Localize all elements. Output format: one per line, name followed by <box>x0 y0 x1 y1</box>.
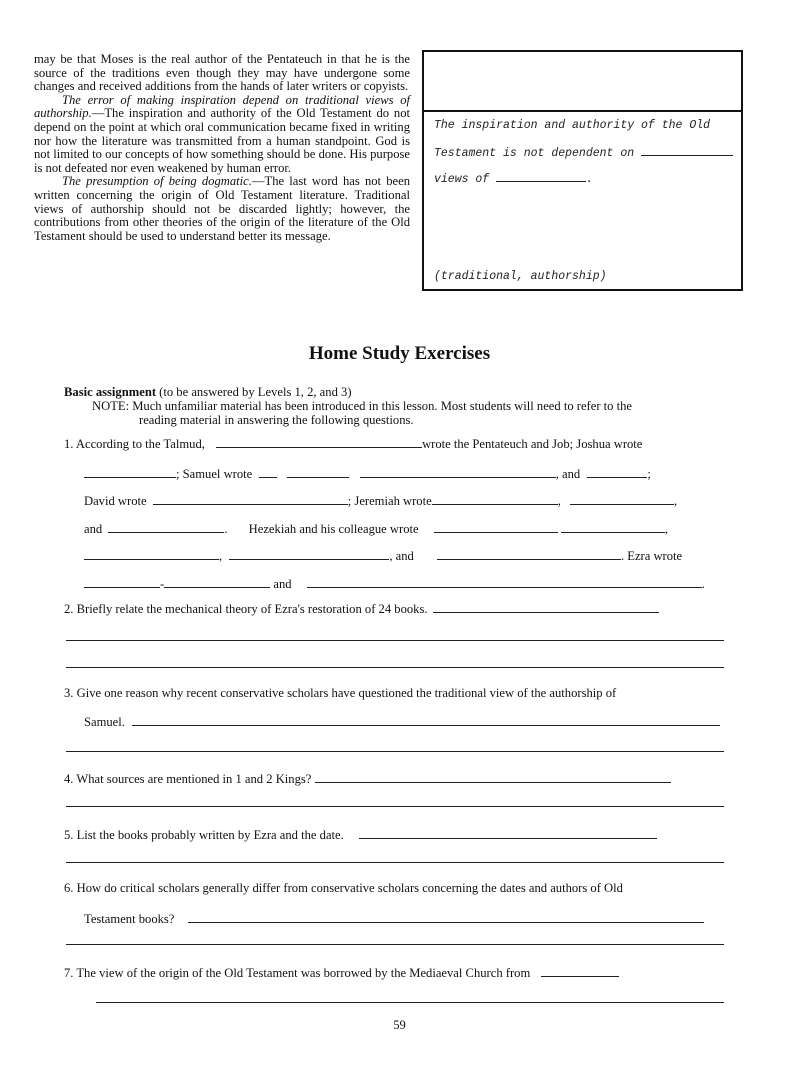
basic-assignment-levels: (to be answered by Levels 1, 2, and 3) <box>156 385 352 399</box>
answer-blank[interactable] <box>437 547 621 560</box>
question-7 <box>64 964 724 1006</box>
question-text: 4. What sources are mentioned in 1 and 2 Kings? <box>64 772 312 786</box>
programmed-frame <box>422 50 743 291</box>
q1-text: - <box>160 577 165 591</box>
answer-line[interactable] <box>66 751 724 752</box>
answer-blank[interactable] <box>216 435 422 448</box>
answer-line[interactable] <box>66 667 724 668</box>
q1-text: , <box>557 494 561 508</box>
answer-blank[interactable] <box>188 910 704 923</box>
question-text: 2. Briefly relate the mechanical theory of Ezra's restoration of 24 books. <box>64 602 428 616</box>
frame-line: The inspiration and authority of the Old <box>434 119 711 132</box>
answer-blank[interactable] <box>434 520 558 533</box>
q1-text: and <box>84 522 103 536</box>
question-line <box>84 910 724 926</box>
answer-blank[interactable] <box>315 770 671 783</box>
answer-blank[interactable] <box>153 492 348 505</box>
frame-line <box>434 170 731 196</box>
basic-assignment-label: Basic assignment <box>64 385 157 399</box>
q1-text: ; Samuel wrote <box>176 467 253 481</box>
q1-text: wrote the Pentateuch and Job; Joshua wrote <box>422 437 643 451</box>
answer-blank[interactable] <box>561 520 665 533</box>
answer-blank[interactable] <box>229 547 389 560</box>
answer-line[interactable] <box>66 944 724 945</box>
question-text: Testament books? <box>84 912 175 926</box>
paragraph-body: —The inspiration and authority of the Old Testament do not depend on the point at which oral communication became fixed in writing nor how the literature was transmitted from a human standpoint. God is not limited to our concepts of how something should be done. His purpose is not defeated nor even weakened by human error. <box>34 106 410 175</box>
answer-blank[interactable] <box>132 713 720 726</box>
answer-blank[interactable] <box>587 465 647 478</box>
paragraph-heading: The error of making inspiration depend on traditional views of authorship. <box>34 92 410 121</box>
answer-blank[interactable] <box>164 575 270 588</box>
q1-text: Hezekiah and his colleague wrote <box>248 522 419 536</box>
answer-blank[interactable] <box>108 520 224 533</box>
paragraph-heading: The presumption of being dogmatic. <box>62 174 252 189</box>
q1-text: , <box>664 522 669 536</box>
q1-text: 1. According to the Talmud, <box>64 437 205 451</box>
answer-blank[interactable] <box>287 465 349 478</box>
q1-line <box>84 492 724 508</box>
question-text: 5. List the books probably written by Ezra and the date. <box>64 828 344 842</box>
answer-blank[interactable] <box>359 826 657 839</box>
q1-text: . <box>701 577 705 591</box>
paragraph-presumption-dogmatic <box>34 175 410 243</box>
frame-period: . <box>586 173 594 186</box>
note-line: NOTE: Much unfamiliar material has been introduced in this lesson. Most students will need to refer to the <box>92 399 633 413</box>
frame-answer-area <box>424 52 741 112</box>
question-6 <box>64 880 724 950</box>
q1-text: , and <box>389 549 414 563</box>
q1-text: . Ezra wrote <box>620 549 683 563</box>
q1-line <box>84 575 724 591</box>
q1-text: , <box>674 494 678 508</box>
answer-blank[interactable] <box>307 575 702 588</box>
question-text: 3. Give one reason why recent conservative scholars have questioned the traditional view of the authorship of <box>64 686 617 700</box>
question-5 <box>64 826 724 866</box>
q1-text: , and <box>555 467 581 481</box>
question-4 <box>64 770 724 810</box>
frame-blank-1[interactable] <box>641 144 733 156</box>
question-line <box>64 770 724 786</box>
answer-blank[interactable] <box>84 465 176 478</box>
q1-text: ; <box>647 467 651 481</box>
paragraph-body: —The last word has not been written concerning the origin of Old Testament literature. Traditional views of authorship should not be discarded lightly; however, the contributions from other theories of the origin of the literature of the Old Testament should be used to understand better its message. <box>34 174 410 243</box>
answer-blank[interactable] <box>360 465 556 478</box>
q1-text: . <box>224 522 228 536</box>
question-2 <box>64 600 724 675</box>
answer-line[interactable] <box>66 640 724 641</box>
question-line <box>84 713 724 729</box>
q1-text: David wrote <box>84 494 147 508</box>
q1-line <box>84 547 724 563</box>
body-text-column <box>34 53 410 243</box>
note-line: reading material in answering the following questions. <box>139 413 414 427</box>
q1-line <box>64 435 724 451</box>
answer-line[interactable] <box>66 806 724 807</box>
q1-text: ; Jeremiah wrote <box>347 494 432 508</box>
question-line <box>64 964 724 980</box>
q1-line <box>84 465 724 481</box>
answer-line[interactable] <box>96 1002 724 1003</box>
section-title: Home Study Exercises <box>308 343 491 364</box>
question-text: Samuel. <box>84 715 125 729</box>
paragraph-moses-author: may be that Moses is the real author of the Pentateuch in that he is the source of the traditions even though they may have undergone some changes and received additions from the hands of later writers or copyists. <box>34 52 410 94</box>
answer-blank[interactable] <box>541 964 619 977</box>
answer-blank[interactable] <box>432 492 558 505</box>
frame-blank-2[interactable] <box>496 170 586 182</box>
question-line <box>64 826 724 842</box>
q1-line <box>84 520 724 536</box>
question-line <box>64 600 724 616</box>
answer-line[interactable] <box>66 862 724 863</box>
answer-blank[interactable] <box>570 492 674 505</box>
frame-line-text: views of <box>434 173 490 186</box>
question-text: 6. How do critical scholars generally differ from conservative scholars concerning the dates and authors of Old <box>64 881 623 895</box>
question-line <box>64 880 724 896</box>
assignment-instructions <box>64 385 744 427</box>
answer-blank[interactable] <box>84 575 160 588</box>
question-1 <box>64 435 724 595</box>
answer-blank[interactable] <box>84 547 219 560</box>
question-3 <box>64 685 724 755</box>
question-line <box>64 685 724 701</box>
frame-statement <box>434 118 731 196</box>
frame-answer-hint: (traditional, authorship) <box>434 270 607 283</box>
frame-line-text: Testament is not dependent on <box>434 147 635 160</box>
q1-text: and <box>273 577 292 591</box>
answer-blank[interactable] <box>259 465 277 478</box>
paragraph-error-inspiration <box>34 94 410 176</box>
q1-text: , <box>219 549 223 563</box>
page-number: 59 <box>393 1018 406 1032</box>
question-text: 7. The view of the origin of the Old Testament was borrowed by the Mediaeval Church from <box>64 966 531 980</box>
answer-blank[interactable] <box>433 600 659 613</box>
basic-assignment-line <box>64 385 744 399</box>
frame-line <box>434 144 731 170</box>
